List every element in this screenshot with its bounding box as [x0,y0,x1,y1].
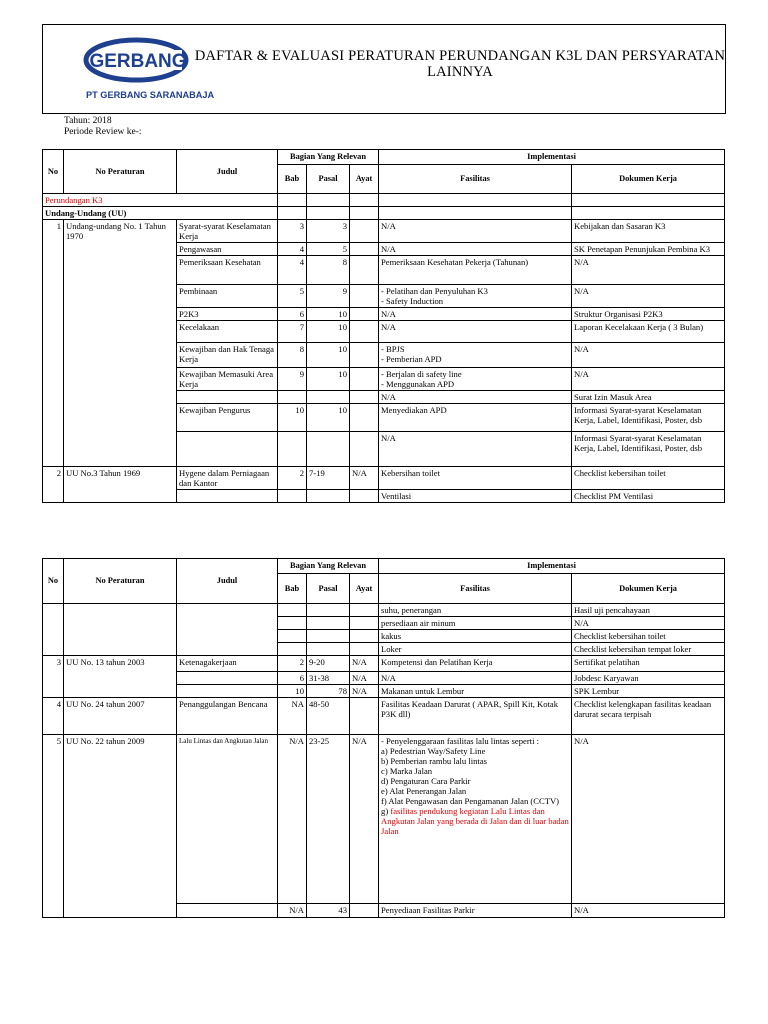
cell-dokumen: Kebijakan dan Sasaran K3 [572,220,725,243]
cell-ayat [350,617,379,630]
cell-dokumen: N/A [572,343,725,368]
cell-fasilitas: suhu, penerangan [379,604,572,617]
cell-pasal: 31-38 [307,672,350,685]
cell-bab [278,617,307,630]
cell-pasal: 43 [307,904,350,918]
table-row [43,343,725,368]
table-row [43,685,725,698]
col-fasilitas: Fasilitas [379,165,572,194]
cell-judul [177,604,278,617]
cell-bab: 10 [278,685,307,698]
cell-judul [177,391,278,404]
title-line-2: LAINNYA [427,64,493,80]
cell-dokumen: Checklist kelengkapan fasilitas keadaan darurat secara terpisah [572,698,725,735]
cell-peraturan: UU No.3 Tahun 1969 [64,467,177,490]
cell-bab: N/A [278,904,307,918]
cell-dokumen: Checklist kebersihan tempat loker [572,643,725,656]
cell-fasilitas: - Berjalan di safety line - Menggunakan APD [379,368,572,391]
regulation-table-2 [42,558,725,918]
cell-pasal: 10 [307,321,350,343]
cell-pasal [307,643,350,656]
cell-judul [177,904,278,918]
cell-pasal [307,432,350,467]
cell-fasilitas: N/A [379,243,572,256]
col-pasal: Pasal [307,165,350,194]
cell-bab: 9 [278,368,307,391]
cell-no [43,285,64,308]
cell-no [43,256,64,285]
cell-dokumen: Jobdesc Karyawan [572,672,725,685]
cell-dokumen: Surat Izin Masuk Area [572,391,725,404]
cell-fasilitas: Makanan untuk Lembur [379,685,572,698]
cell-judul: Penanggulangan Bencana [177,698,278,735]
cell-fasilitas: persediaan air minum [379,617,572,630]
cell-fasilitas: N/A [379,220,572,243]
cell-judul: Kecelakaan [177,321,278,343]
table-row [43,432,725,467]
cell-dokumen: SPK Lembur [572,685,725,698]
company-logo [84,36,215,102]
cell-pasal: 5 [307,243,350,256]
cell-judul: Pemeriksaan Kesehatan [177,256,278,285]
cell-pasal [307,490,350,503]
table-row [43,308,725,321]
cell-ayat [350,432,379,467]
cell-peraturan [64,672,177,685]
cell-no [43,321,64,343]
cell-bab [278,490,307,503]
cell-peraturan [64,630,177,643]
col-no-peraturan: No Peraturan [64,150,177,194]
cell-bab [278,630,307,643]
cell-judul: Pembinaan [177,285,278,308]
cell-no [43,617,64,630]
cell-no [43,604,64,617]
cell-judul [177,685,278,698]
cell-judul: P2K3 [177,308,278,321]
cell-ayat [350,243,379,256]
table-row [43,643,725,656]
col-no: No [43,559,64,604]
cell-pasal: 48-50 [307,698,350,735]
cell-peraturan: UU No. 13 tahun 2003 [64,656,177,672]
page-title [190,48,730,80]
cell-pasal: 23-25 [307,735,350,904]
cell-bab: 8 [278,343,307,368]
col-no-peraturan: No Peraturan [64,559,177,604]
cell-ayat [350,343,379,368]
meta-tahun: Tahun: 2018 [64,116,112,126]
cell-peraturan [64,617,177,630]
cell-peraturan [64,391,177,404]
cell-bab: NA [278,698,307,735]
table-row [43,368,725,391]
cell-ayat [350,308,379,321]
cell-peraturan [64,243,177,256]
cell-ayat [350,643,379,656]
cell-fasilitas: Penyediaan Fasilitas Parkir [379,904,572,918]
cell-ayat [350,404,379,432]
cell-ayat [350,698,379,735]
cell-judul: Kewajiban Memasuki Area Kerja [177,368,278,391]
cell-ayat: N/A [350,656,379,672]
cell-peraturan [64,285,177,308]
cell-no [43,490,64,503]
cell-judul [177,672,278,685]
cell-fasilitas: Fasilitas Keadaan Darurat ( APAR, Spill Kit, Kotak P3K dll) [379,698,572,735]
cell-peraturan [64,432,177,467]
cell-ayat [350,220,379,243]
cell-bab: 5 [278,285,307,308]
section-uu: Undang-Undang (UU) [43,207,278,220]
col-implementasi: Implementasi [379,559,725,574]
cell-dokumen: Laporan Kecelakaan Kerja ( 3 Bulan) [572,321,725,343]
cell-judul: Lalu Lintas dan Angkutan Jalan [177,735,278,904]
cell-dokumen: N/A [572,735,725,904]
highlighted-text: fasilitas pendukung kegiatan Lalu Lintas dan Angkutan Jalan yang berada di Jalan dan di luar badan Jalan [381,806,569,836]
table-row [43,656,725,672]
cell-fasilitas: - Pelatihan dan Penyuluhan K3 - Safety Induction [379,285,572,308]
cell-fasilitas: - Penyelenggaraan fasilitas lalu lintas seperti : a) Pedestrian Way/Safety Line b) Pemberian rambu lalu lintas c) Marka Jalan d) Pengaturan Cara Parkir e) Alat Penerangan Jalan f) Alat Pengawasan dan Pengamanan Jalan (CCTV) g) fasilitas pendukung kegiatan Lalu Lintas dan Angkutan Jalan yang berada di Jalan dan di luar badan Jalan [379,735,572,904]
cell-pasal: 10 [307,404,350,432]
cell-ayat [350,490,379,503]
cell-peraturan [64,343,177,368]
cell-judul: Syarat-syarat Keselamatan Kerja [177,220,278,243]
cell-dokumen: N/A [572,904,725,918]
col-implementasi: Implementasi [379,150,725,165]
table-row [43,604,725,617]
table-row [43,904,725,918]
cell-fasilitas: Kompetensi dan Pelatihan Kerja [379,656,572,672]
cell-bab: 10 [278,404,307,432]
cell-ayat [350,368,379,391]
cell-bab [278,643,307,656]
table-row [43,321,725,343]
cell-dokumen: N/A [572,368,725,391]
col-pasal: Pasal [307,574,350,604]
cell-pasal: 7-19 [307,467,350,490]
cell-ayat: N/A [350,467,379,490]
cell-bab: 2 [278,467,307,490]
logo-wordmark: GERBANG [89,51,187,72]
table-row [43,256,725,285]
cell-no [43,432,64,467]
cell-dokumen: N/A [572,617,725,630]
cell-fasilitas: Menyediakan APD [379,404,572,432]
cell-bab [278,432,307,467]
cell-peraturan [64,368,177,391]
cell-dokumen: Struktur Organisasi P2K3 [572,308,725,321]
cell-dokumen: N/A [572,285,725,308]
col-dokumen: Dokumen Kerja [572,574,725,604]
meta-periode: Periode Review ke-: [64,127,142,137]
cell-peraturan [64,643,177,656]
col-bagian: Bagian Yang Relevan [278,150,379,165]
col-bab: Bab [278,574,307,604]
cell-judul [177,432,278,467]
cell-bab [278,391,307,404]
cell-peraturan [64,904,177,918]
regulation-table-1 [42,149,725,503]
col-ayat: Ayat [350,165,379,194]
cell-bab: 3 [278,220,307,243]
cell-dokumen: Hasil uji pencahayaan [572,604,725,617]
table-row [43,735,725,904]
cell-pasal: 9 [307,285,350,308]
cell-dokumen: Informasi Syarat-syarat Keselamatan Kerja, Label, Identifikasi, Poster, dsb [572,432,725,467]
table-row [43,404,725,432]
cell-dokumen: Checklist kebersihan toilet [572,467,725,490]
cell-dokumen: SK Penetapan Penunjukan Pembina K3 [572,243,725,256]
cell-pasal [307,617,350,630]
cell-no: 3 [43,656,64,672]
cell-peraturan [64,685,177,698]
cell-no [43,391,64,404]
col-dokumen: Dokumen Kerja [572,165,725,194]
cell-no [43,643,64,656]
col-fasilitas: Fasilitas [379,574,572,604]
company-name: PT GERBANG SARANABAJA [86,90,215,100]
cell-bab: 6 [278,308,307,321]
cell-judul: Kewajiban Pengurus [177,404,278,432]
cell-pasal: 9-20 [307,656,350,672]
table-row [43,617,725,630]
title-line-1: DAFTAR & EVALUASI PERATURAN PERUNDANGAN K3L DAN PERSYARATAN [194,48,726,64]
cell-ayat [350,256,379,285]
cell-ayat [350,391,379,404]
cell-bab: 2 [278,656,307,672]
cell-ayat [350,604,379,617]
cell-judul: Pengawasan [177,243,278,256]
cell-ayat: N/A [350,672,379,685]
cell-dokumen: Sertifikat pelatihan [572,656,725,672]
cell-ayat [350,904,379,918]
cell-fasilitas: Ventilasi [379,490,572,503]
col-no: No [43,150,64,194]
table-row [43,467,725,490]
cell-no [43,243,64,256]
cell-judul: Kewajiban dan Hak Tenaga Kerja [177,343,278,368]
cell-peraturan [64,321,177,343]
cell-judul: Hygene dalam Perniagaan dan Kantor [177,467,278,490]
col-judul: Judul [177,559,278,604]
cell-judul [177,630,278,643]
cell-no [43,404,64,432]
cell-fasilitas: N/A [379,321,572,343]
cell-bab: 4 [278,243,307,256]
cell-pasal [307,604,350,617]
cell-ayat [350,285,379,308]
cell-bab: 4 [278,256,307,285]
cell-no [43,308,64,321]
cell-fasilitas: N/A [379,308,572,321]
table-row [43,220,725,243]
cell-fasilitas: N/A [379,391,572,404]
cell-dokumen: Informasi Syarat-syarat Keselamatan Kerja, Label, Identifikasi, Poster, dsb [572,404,725,432]
cell-bab [278,604,307,617]
cell-ayat [350,321,379,343]
cell-no: 4 [43,698,64,735]
col-judul: Judul [177,150,278,194]
cell-ayat [350,630,379,643]
cell-judul [177,643,278,656]
cell-no [43,904,64,918]
cell-no [43,343,64,368]
cell-pasal: 10 [307,308,350,321]
cell-pasal [307,391,350,404]
cell-no: 5 [43,735,64,904]
cell-peraturan [64,404,177,432]
cell-no: 1 [43,220,64,243]
table-row [43,698,725,735]
cell-fasilitas: N/A [379,672,572,685]
cell-no [43,672,64,685]
cell-no [43,368,64,391]
cell-no [43,630,64,643]
table-row [43,243,725,256]
cell-fasilitas: Loker [379,643,572,656]
cell-peraturan: UU No. 24 tahun 2007 [64,698,177,735]
cell-judul: Ketenagakerjaan [177,656,278,672]
cell-pasal: 78 [307,685,350,698]
col-bab: Bab [278,165,307,194]
cell-pasal: 3 [307,220,350,243]
cell-judul [177,490,278,503]
cell-fasilitas: - BPJS - Pemberian APD [379,343,572,368]
cell-fasilitas: Kebersihan toilet [379,467,572,490]
cell-bab: 6 [278,672,307,685]
cell-no: 2 [43,467,64,490]
cell-dokumen: Checklist kebersihan toilet [572,630,725,643]
cell-peraturan [64,490,177,503]
cell-peraturan [64,604,177,617]
cell-peraturan [64,308,177,321]
cell-pasal: 8 [307,256,350,285]
cell-ayat: N/A [350,735,379,904]
cell-pasal: 10 [307,368,350,391]
col-bagian: Bagian Yang Relevan [278,559,379,574]
cell-peraturan: UU No. 22 tahun 2009 [64,735,177,904]
cell-bab: N/A [278,735,307,904]
cell-peraturan: Undang-undang No. 1 Tahun 1970 [64,220,177,243]
cell-pasal [307,630,350,643]
table-row [43,672,725,685]
table-row [43,285,725,308]
cell-fasilitas: Pemeriksaan Kesehatan Pekerja (Tahunan) [379,256,572,285]
table-row [43,630,725,643]
cell-no [43,685,64,698]
section-perundangan: Perundangan K3 [43,194,278,207]
table-row [43,391,725,404]
table-row [43,490,725,503]
cell-dokumen: Checklist PM Ventilasi [572,490,725,503]
cell-peraturan [64,256,177,285]
cell-judul [177,617,278,630]
cell-fasilitas: kakus [379,630,572,643]
cell-bab: 7 [278,321,307,343]
cell-pasal: 10 [307,343,350,368]
col-ayat: Ayat [350,574,379,604]
cell-dokumen: N/A [572,256,725,285]
cell-ayat: N/A [350,685,379,698]
cell-fasilitas: N/A [379,432,572,467]
